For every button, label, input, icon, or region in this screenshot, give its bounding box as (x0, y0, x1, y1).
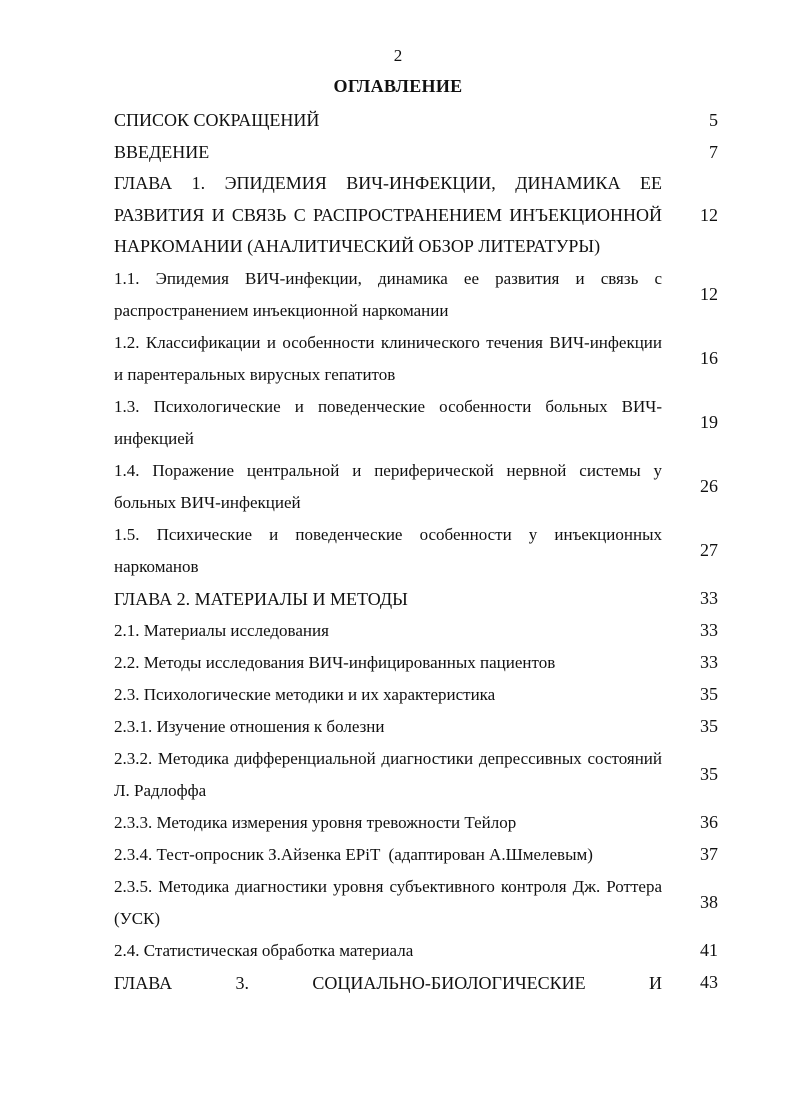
toc-entry-section-2-3-1 (114, 711, 720, 743)
toc-entry-title: 2.3.4. Тест-опросник З.Айзенка EPiT (адаптирован А.Шмелевым) (114, 844, 593, 864)
table-of-contents (114, 104, 720, 999)
toc-entry-section-2-4 (114, 935, 720, 967)
toc-entry-chapter-2 (114, 583, 720, 615)
toc-entry-title: 2.3.2. Методика дифференциальной диагностики депрессивных состояний Л. Радлоффа (114, 748, 662, 800)
toc-entry-introduction (114, 136, 720, 168)
toc-entry-page: 33 (700, 588, 718, 608)
toc-entry-section-2-3-2 (114, 743, 720, 807)
toc-entry-title: ГЛАВА 3. СОЦИАЛЬНО-БИОЛОГИЧЕСКИЕ И (114, 972, 662, 993)
toc-entry-section-1-1 (114, 263, 720, 327)
toc-entry-title: СПИСОК СОКРАЩЕНИЙ (114, 110, 320, 130)
toc-entry-page: 26 (700, 476, 718, 496)
toc-entry-page: 27 (700, 540, 718, 560)
toc-entry-page: 35 (700, 684, 718, 704)
toc-entry-section-2-3-5 (114, 871, 720, 935)
toc-entry-chapter-3 (114, 967, 720, 999)
toc-entry-section-2-3-3 (114, 807, 720, 839)
toc-entry-page: 12 (700, 204, 718, 225)
toc-entry-title: 1.4. Поражение центральной и периферической нервной системы у больных ВИЧ-инфекцией (114, 460, 662, 512)
toc-entry-page: 41 (700, 940, 718, 960)
toc-entry-page: 35 (700, 764, 718, 784)
toc-entry-title: 1.3. Психологические и поведенческие особенности больных ВИЧ-инфекцией (114, 396, 662, 448)
toc-entry-title: 2.2. Методы исследования ВИЧ-инфицированных пациентов (114, 652, 556, 672)
toc-entry-title: 2.3.5. Методика диагностики уровня субъективного контроля Дж. Роттера (УСК) (114, 876, 662, 928)
toc-entry-page: 43 (700, 972, 718, 992)
toc-entry-section-2-1 (114, 615, 720, 647)
toc-entry-title: ВВЕДЕНИЕ (114, 142, 210, 162)
toc-entry-title: 1.2. Классификации и особенности клинического течения ВИЧ-инфекции и парентеральных вирусных гепатитов (114, 332, 662, 384)
toc-entry-title: 2.3.3. Методика измерения уровня тревожности Тейлор (114, 812, 517, 832)
toc-entry-title: 2.1. Материалы исследования (114, 620, 329, 640)
toc-entry-title: ГЛАВА 1. ЭПИДЕМИЯ ВИЧ-ИНФЕКЦИИ, ДИНАМИКА ЕЕ РАЗВИТИЯ И СВЯЗЬ С РАСПРОСТРАНЕНИЕМ ИНЪЕКЦИОННОЙ НАРКОМАНИИ (АНАЛИТИЧЕСКИЙ ОБЗОР ЛИТЕРАТУРЫ) (114, 173, 662, 256)
toc-entry-chapter-1 (114, 168, 720, 263)
toc-entry-page: 35 (700, 716, 718, 736)
toc-entry-section-2-3 (114, 679, 720, 711)
toc-entry-title: 2.3.1. Изучение отношения к болезни (114, 716, 385, 736)
toc-entry-page: 19 (700, 412, 718, 432)
toc-entry-abbreviations (114, 104, 720, 136)
toc-entry-section-1-5 (114, 519, 720, 583)
toc-entry-page: 37 (700, 844, 718, 864)
toc-entry-page: 7 (709, 141, 718, 162)
page-number: 2 (393, 46, 403, 65)
toc-entry-section-1-3 (114, 391, 720, 455)
toc-entry-title: 2.4. Статистическая обработка материала (114, 940, 414, 960)
toc-entry-page: 38 (700, 892, 718, 912)
page-title: ОГЛАВЛЕНИЕ (333, 76, 463, 96)
toc-entry-section-2-3-4 (114, 839, 720, 871)
toc-entry-page: 33 (700, 620, 718, 640)
toc-entry-section-1-4 (114, 455, 720, 519)
toc-entry-title: 1.5. Психические и поведенческие особенности у инъекционных наркоманов (114, 524, 662, 576)
toc-entry-title: ГЛАВА 2. МАТЕРИАЛЫ И МЕТОДЫ (114, 588, 408, 609)
toc-entry-page: 33 (700, 652, 718, 672)
toc-entry-page: 16 (700, 348, 718, 368)
toc-entry-page: 12 (700, 284, 718, 304)
toc-entry-page: 5 (709, 109, 718, 130)
toc-entry-title: 1.1. Эпидемия ВИЧ-инфекции, динамика ее развития и связь с распространением инъекционной наркомании (114, 268, 662, 320)
toc-entry-page: 36 (700, 812, 718, 832)
toc-entry-section-1-2 (114, 327, 720, 391)
toc-entry-title: 2.3. Психологические методики и их характеристика (114, 684, 496, 704)
toc-entry-section-2-2 (114, 647, 720, 679)
